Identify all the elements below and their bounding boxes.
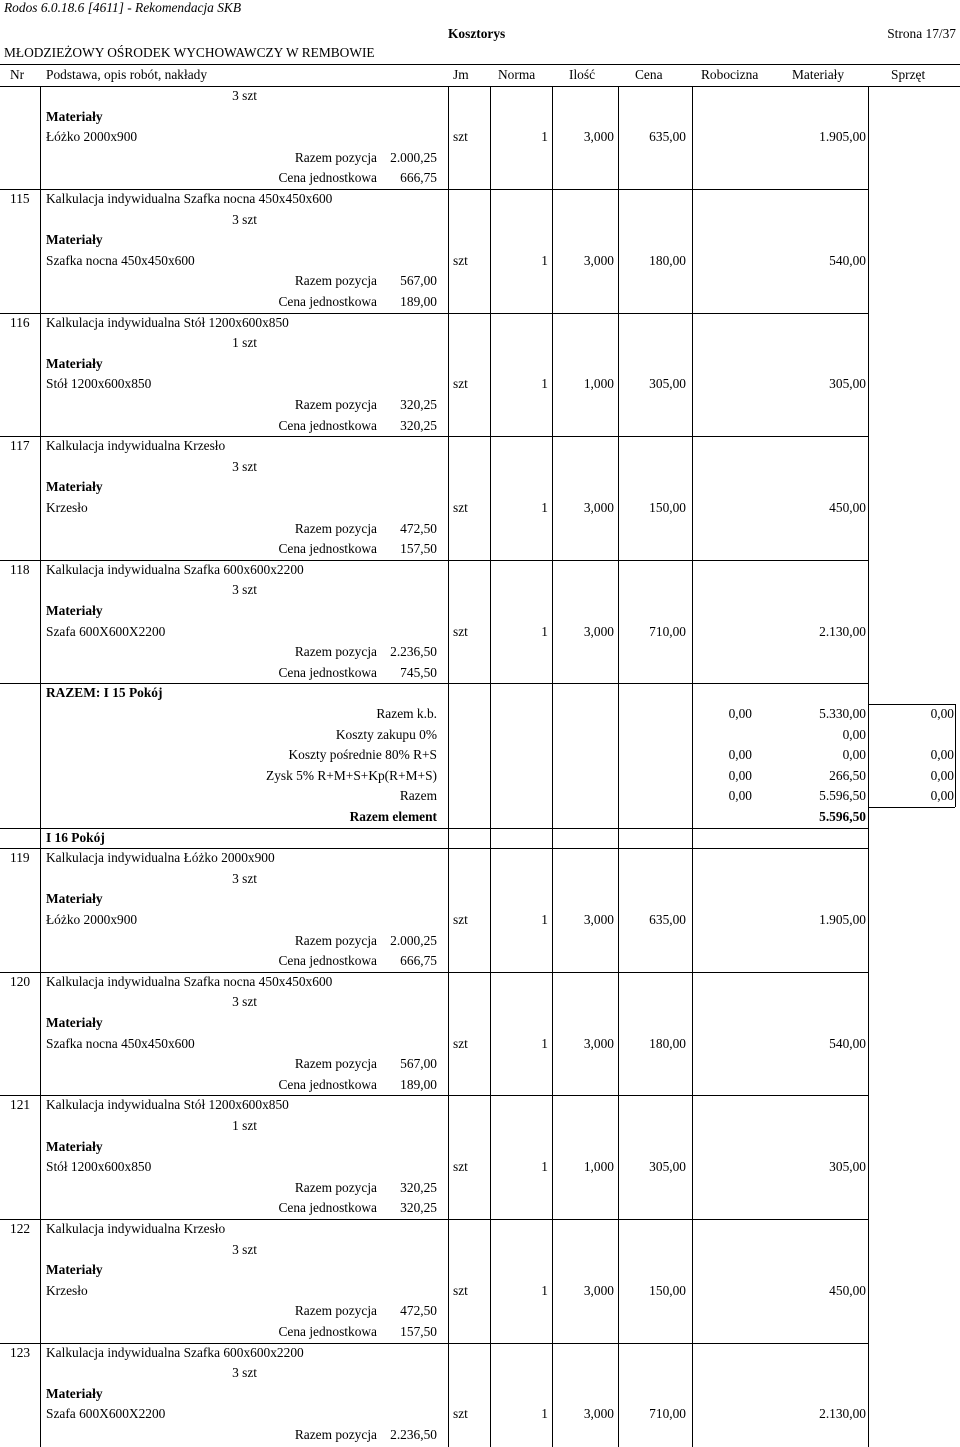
document-title: Kosztorys — [448, 26, 506, 41]
grid-line-horizontal — [0, 683, 868, 684]
material-price: 305,00 — [649, 1159, 686, 1174]
total-labor: 0,00 — [728, 747, 752, 762]
material-value: 1.905,00 — [819, 912, 866, 927]
material-name: Szafka nocna 450x450x600 — [46, 1036, 195, 1051]
material-price: 635,00 — [649, 912, 686, 927]
position-sum-label: Razem pozycja — [294, 1056, 377, 1071]
position-sum-value: 666,75 — [400, 953, 437, 968]
material-name: Krzesło — [46, 1283, 88, 1298]
position-description: Kalkulacja indywidualna Szafka 600x600x2200 — [46, 562, 304, 577]
material-name: Szafa 600X600X2200 — [46, 624, 166, 639]
material-unit: szt — [453, 1036, 468, 1051]
grid-line-vertical — [490, 86, 491, 1447]
column-header-materials: Materiały — [792, 67, 845, 82]
materials-label: Materiały — [46, 1262, 103, 1277]
position-sum-label: Cena jednostkowa — [278, 1200, 377, 1215]
materials-label: Materiały — [46, 1139, 103, 1154]
position-sum-value: 157,50 — [400, 541, 437, 556]
app-version-line: Rodos 6.0.18.6 [4611] - Rekomendacja SKB — [4, 0, 242, 15]
total-materials: 5.330,00 — [819, 706, 866, 721]
cost-estimate-table — [0, 86, 960, 1447]
material-value: 540,00 — [829, 1036, 866, 1051]
position-sum-value: 472,50 — [400, 521, 437, 536]
grid-line-vertical — [955, 704, 956, 807]
position-sum-value: 666,75 — [400, 170, 437, 185]
material-quantity: 3,000 — [583, 129, 614, 144]
material-name: Łóżko 2000x900 — [46, 912, 138, 927]
quantity-note: 3 szt — [232, 1242, 257, 1257]
materials-label: Materiały — [46, 603, 103, 618]
material-value: 305,00 — [829, 1159, 866, 1174]
grid-line-vertical — [40, 86, 41, 1447]
total-equipment: 0,00 — [930, 706, 954, 721]
material-unit: szt — [453, 376, 468, 391]
total-materials: 0,00 — [842, 747, 866, 762]
total-labor: 0,00 — [728, 768, 752, 783]
position-number: 123 — [10, 1345, 31, 1360]
position-sum-value: 745,50 — [400, 665, 437, 680]
position-number: 116 — [10, 315, 30, 330]
material-name: Stół 1200x600x850 — [46, 376, 152, 391]
position-sum-label: Cena jednostkowa — [278, 1324, 377, 1339]
quantity-note: 1 szt — [232, 335, 257, 350]
total-equipment: 0,00 — [930, 747, 954, 762]
quantity-note: 3 szt — [232, 1365, 257, 1380]
position-sum-label: Razem pozycja — [294, 1427, 377, 1442]
total-materials: 5.596,50 — [819, 788, 866, 803]
position-sum-label: Razem pozycja — [294, 1303, 377, 1318]
material-norm: 1 — [541, 624, 548, 639]
position-number: 119 — [10, 850, 30, 865]
element-total-label: Razem element — [349, 809, 437, 824]
material-norm: 1 — [541, 376, 548, 391]
material-unit: szt — [453, 253, 468, 268]
position-sum-label: Razem pozycja — [294, 644, 377, 659]
material-unit: szt — [453, 1283, 468, 1298]
grid-line-vertical — [692, 86, 693, 1447]
organization-name: MŁODZIEŻOWY OŚRODEK WYCHOWAWCZY W REMBOWIE — [4, 45, 375, 60]
position-sum-value: 2.236,50 — [390, 1427, 437, 1442]
section-heading: I 16 Pokój — [46, 830, 105, 845]
total-label: Koszty zakupu 0% — [335, 727, 437, 742]
position-description: Kalkulacja indywidualna Krzesło — [46, 1221, 226, 1236]
grid-line-horizontal — [0, 1343, 868, 1344]
position-sum-label: Cena jednostkowa — [278, 170, 377, 185]
material-price: 635,00 — [649, 129, 686, 144]
material-name: Szafka nocna 450x450x600 — [46, 253, 195, 268]
position-description: Kalkulacja indywidualna Stół 1200x600x850 — [46, 315, 289, 330]
material-unit: szt — [453, 1406, 468, 1421]
material-value: 305,00 — [829, 376, 866, 391]
position-sum-label: Cena jednostkowa — [278, 418, 377, 433]
material-quantity: 3,000 — [583, 624, 614, 639]
material-norm: 1 — [541, 1036, 548, 1051]
quantity-note: 3 szt — [232, 88, 257, 103]
position-number: 117 — [10, 438, 30, 453]
position-sum-value: 472,50 — [400, 1303, 437, 1318]
material-quantity: 3,000 — [583, 1036, 614, 1051]
total-label: Zysk 5% R+M+S+Kp(R+M+S) — [266, 768, 437, 783]
position-sum-label: Cena jednostkowa — [278, 1077, 377, 1092]
element-total-value: 5.596,50 — [819, 809, 866, 824]
column-header-labor: Robocizna — [701, 67, 759, 82]
total-label: Razem — [399, 788, 437, 803]
position-number: 115 — [10, 191, 30, 206]
material-price: 305,00 — [649, 376, 686, 391]
total-label: Razem k.b. — [376, 706, 437, 721]
position-sum-value: 2.236,50 — [390, 644, 437, 659]
position-sum-value: 320,25 — [400, 418, 437, 433]
material-price: 180,00 — [649, 253, 686, 268]
material-unit: szt — [453, 129, 468, 144]
materials-label: Materiały — [46, 891, 103, 906]
position-sum-label: Cena jednostkowa — [278, 294, 377, 309]
material-value: 1.905,00 — [819, 129, 866, 144]
page-number: Strona 17/37 — [887, 26, 956, 41]
material-value: 450,00 — [829, 1283, 866, 1298]
material-quantity: 3,000 — [583, 912, 614, 927]
position-sum-value: 157,50 — [400, 1324, 437, 1339]
position-description: Kalkulacja indywidualna Stół 1200x600x850 — [46, 1097, 289, 1112]
total-materials: 0,00 — [842, 727, 866, 742]
material-name: Szafa 600X600X2200 — [46, 1406, 166, 1421]
material-norm: 1 — [541, 129, 548, 144]
position-sum-value: 320,25 — [400, 1200, 437, 1215]
material-norm: 1 — [541, 253, 548, 268]
grid-line-vertical — [868, 86, 869, 1447]
position-sum-label: Cena jednostkowa — [278, 541, 377, 556]
material-norm: 1 — [541, 500, 548, 515]
header-top-rule — [0, 64, 960, 65]
position-number: 120 — [10, 974, 31, 989]
material-name: Stół 1200x600x850 — [46, 1159, 152, 1174]
material-price: 150,00 — [649, 500, 686, 515]
position-sum-label: Razem pozycja — [294, 1180, 377, 1195]
materials-label: Materiały — [46, 1386, 103, 1401]
material-norm: 1 — [541, 1406, 548, 1421]
quantity-note: 3 szt — [232, 871, 257, 886]
material-quantity: 1,000 — [583, 376, 614, 391]
material-norm: 1 — [541, 1283, 548, 1298]
grid-line-horizontal — [0, 313, 868, 314]
material-quantity: 3,000 — [583, 253, 614, 268]
material-unit: szt — [453, 1159, 468, 1174]
material-value: 450,00 — [829, 500, 866, 515]
grid-line-vertical — [618, 86, 619, 1447]
grid-line-horizontal — [868, 807, 955, 808]
quantity-note: 1 szt — [232, 1118, 257, 1133]
section-heading: RAZEM: I 15 Pokój — [46, 685, 163, 700]
position-sum-value: 320,25 — [400, 1180, 437, 1195]
position-sum-value: 320,25 — [400, 397, 437, 412]
column-header-norm: Norma — [498, 67, 536, 82]
column-header-nr: Nr — [10, 67, 25, 82]
material-value: 2.130,00 — [819, 624, 866, 639]
materials-label: Materiały — [46, 109, 103, 124]
quantity-note: 3 szt — [232, 459, 257, 474]
material-unit: szt — [453, 500, 468, 515]
grid-line-horizontal — [0, 828, 868, 829]
material-price: 710,00 — [649, 1406, 686, 1421]
position-sum-label: Cena jednostkowa — [278, 665, 377, 680]
materials-label: Materiały — [46, 1015, 103, 1030]
total-label: Koszty pośrednie 80% R+S — [288, 747, 437, 762]
material-price: 710,00 — [649, 624, 686, 639]
material-name: Łóżko 2000x900 — [46, 129, 138, 144]
material-name: Krzesło — [46, 500, 88, 515]
total-equipment: 0,00 — [930, 788, 954, 803]
total-labor — [692, 725, 752, 745]
grid-line-horizontal — [0, 436, 868, 437]
materials-label: Materiały — [46, 479, 103, 494]
column-header-price: Cena — [635, 67, 663, 82]
material-quantity: 1,000 — [583, 1159, 614, 1174]
material-price: 150,00 — [649, 1283, 686, 1298]
position-sum-label: Razem pozycja — [294, 933, 377, 948]
grid-line-horizontal — [868, 704, 955, 705]
material-unit: szt — [453, 624, 468, 639]
total-labor: 0,00 — [728, 788, 752, 803]
position-description: Kalkulacja indywidualna Łóżko 2000x900 — [46, 850, 275, 865]
grid-line-horizontal — [0, 848, 868, 849]
position-number: 122 — [10, 1221, 31, 1236]
position-sum-value: 2.000,25 — [390, 150, 437, 165]
material-value: 2.130,00 — [819, 1406, 866, 1421]
position-sum-label: Razem pozycja — [294, 397, 377, 412]
column-header-unit: Jm — [453, 67, 469, 82]
column-header-equipment: Sprzęt — [891, 67, 926, 82]
material-norm: 1 — [541, 912, 548, 927]
position-sum-value: 189,00 — [400, 294, 437, 309]
total-labor: 0,00 — [728, 706, 752, 721]
grid-line-horizontal — [0, 1095, 868, 1096]
grid-line-vertical — [552, 86, 553, 1447]
position-number: 121 — [10, 1097, 31, 1112]
materials-label: Materiały — [46, 356, 103, 371]
material-price: 180,00 — [649, 1036, 686, 1051]
position-description: Kalkulacja indywidualna Szafka nocna 450x450x600 — [46, 191, 333, 206]
column-header-quantity: Ilość — [569, 67, 596, 82]
grid-line-horizontal — [0, 1219, 868, 1220]
position-description: Kalkulacja indywidualna Szafka nocna 450x450x600 — [46, 974, 333, 989]
position-sum-label: Cena jednostkowa — [278, 953, 377, 968]
position-sum-value: 2.000,25 — [390, 933, 437, 948]
material-quantity: 3,000 — [583, 1283, 614, 1298]
material-unit: szt — [453, 912, 468, 927]
material-quantity: 3,000 — [583, 1406, 614, 1421]
quantity-note: 3 szt — [232, 582, 257, 597]
material-norm: 1 — [541, 1159, 548, 1174]
grid-line-horizontal — [0, 189, 868, 190]
total-materials: 266,50 — [829, 768, 866, 783]
material-value: 540,00 — [829, 253, 866, 268]
position-description: Kalkulacja indywidualna Krzesło — [46, 438, 226, 453]
quantity-note: 3 szt — [232, 994, 257, 1009]
total-equipment — [880, 725, 954, 745]
position-sum-label: Razem pozycja — [294, 150, 377, 165]
grid-line-horizontal — [0, 560, 868, 561]
grid-line-vertical — [448, 86, 449, 1447]
grid-line-horizontal — [0, 972, 868, 973]
position-sum-value: 567,00 — [400, 273, 437, 288]
position-description: Kalkulacja indywidualna Szafka 600x600x2200 — [46, 1345, 304, 1360]
quantity-note: 3 szt — [232, 212, 257, 227]
column-header-description: Podstawa, opis robót, nakłady — [46, 67, 208, 82]
position-number: 118 — [10, 562, 30, 577]
position-sum-value: 567,00 — [400, 1056, 437, 1071]
material-quantity: 3,000 — [583, 500, 614, 515]
materials-label: Materiały — [46, 232, 103, 247]
position-sum-value: 189,00 — [400, 1077, 437, 1092]
position-sum-label: Razem pozycja — [294, 521, 377, 536]
position-sum-label: Razem pozycja — [294, 273, 377, 288]
total-equipment: 0,00 — [930, 768, 954, 783]
